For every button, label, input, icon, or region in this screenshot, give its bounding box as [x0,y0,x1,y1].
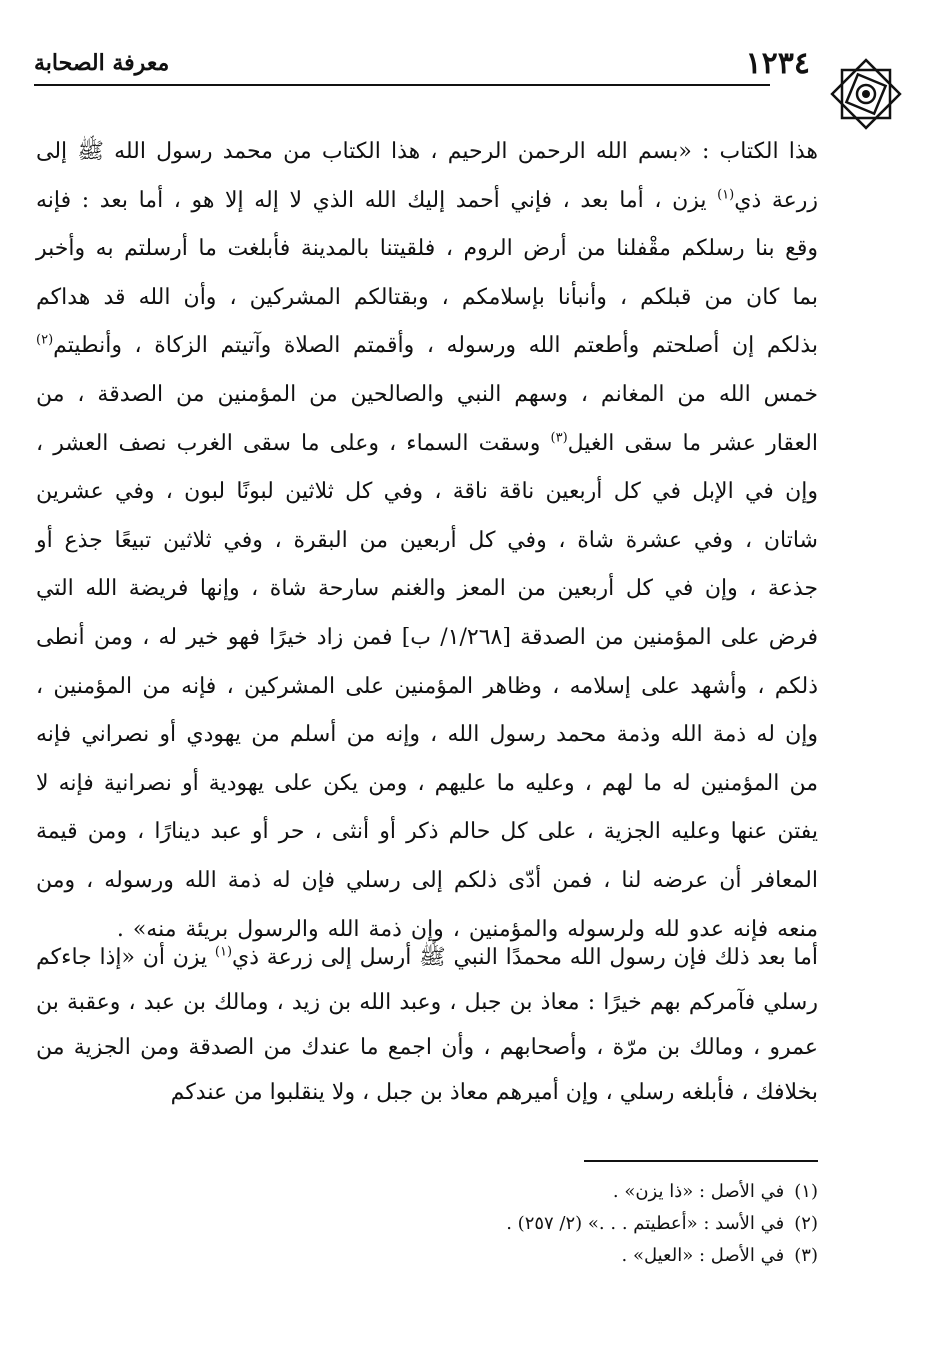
footnote-text: في الأصل : «العيل» . [621,1245,785,1266]
footnote-ref: (٢) [36,333,54,349]
book-title: معرفة الصحابة [34,50,170,76]
text-run: وسقت السماء ، وعلى ما سقى الغرب نصف العشر ، وإن في الإبل في كل أربعين ناقة ناقة ، وفي كل ثلاثين لبونًا لبون ، وفي عشرين شاتان ، وفي عشرة شاة ، وفي كل أربعين من البقرة ، وفي ثلاثين تبيعًا جذع أو جذعة ، وإن في كل أربعين من المعز والغنم سارحة شاة ، وإنها فريضة الله التي فرض على المؤمنين من الصدقة [١/٢٦٨/ ب] فمن زاد خيرًا فهو خير له ، ومن أنطى ذلكم ، وأشهد على إسلامه ، وظاهر المؤمنين على المشركين ، فإنه من المؤمنين ، وإن له ذمة الله وذمة محمد رسول الله ، وإنه من أسلم من يهودي أو نصراني فإنه من المؤمنين له ما لهم ، وعليه ما عليهم ، ومن يكن على يهودية أو نصرانية فإنه لا يفتن عنها وعليه الجزية ، على كل حالم ذكر أو أنثى ، حر أو عبد دينارًا ، ومن قيمة المعافر أن عرضه لنا ، فمن أدّى ذلكم إلى رسلي فإن له ذمة الله ورسوله ، ومن منعه فإنه عدو لله ولرسوله والمؤمنين ، وإن ذمة الله والرسول بريئة منه» . [36,430,818,942]
page-header [34,46,880,86]
footnote [506,1208,818,1240]
text-run: هذا الكتاب : «بسم الله الرحمن الرحيم ، هذا الكتاب من محمد رسول الله ﷺ إلى زرعة ذي [36,139,818,213]
header-rule [34,84,770,86]
paragraph-2 [36,935,818,1115]
footnote [506,1176,818,1208]
main-text [36,128,818,954]
footnote-text: في الأصل : «ذا يزن» . [612,1181,785,1202]
footnotes [506,1176,818,1272]
star-ornament-icon [824,52,908,136]
text-run: أما بعد ذلك فإن رسول الله محمدًا النبي ﷺ أرسل إلى زرعة ذي [232,945,819,970]
footnote-rule [584,1160,818,1162]
text-run: يزن ، أما بعد ، فإني أحمد إليك الله الذي لا إله إلا هو ، أما بعد : فإنه وقع بنا رسلكم مقْفلنا من أرض الروم ، فلقيتنا بالمدينة فأبلغت ما أرسلتم به وأخبر بما كان من قبلكم ، وأنبأنا بإسلامكم ، وبقتالكم المشركين ، وأن الله قد هداكم بذلكم إن أصلحتم وأطعتم الله ورسوله ، وأقمتم الصلاة وآتيتم الزكاة ، وأنطيتم [36,187,818,359]
footnote-mark: (٣) [794,1245,818,1266]
text-run: خمس الله من المغانم ، وسهم النبي والصالحين من المؤمنين من الصدقة ، من العقار عشر ما سقى الغيل [36,381,818,456]
text-run: يزن أن «إذا جاءكم رسلي فآمركم بهم خيرًا : معاذ بن جبل ، وعبد الله بن زيد ، ومالك بن عبد ، وعقبة بن عمرو ، ومالك بن مرّة ، وأصحابهم ، وأن اجمع ما عندك من الصدقة ومن الجزية من بخلافك ، فأبلغه رسلي ، وإن أميرهم معاذ بن جبل ، ولا ينقلبوا من عندكم [36,945,818,1105]
footnote [506,1240,818,1272]
footnote-ref: (١) [214,944,233,960]
footnote-ref: (١) [717,187,735,203]
footnote-mark: (١) [794,1181,818,1202]
main-text-continued [36,935,818,1115]
paragraph-1 [36,128,818,954]
footnote-mark: (٢) [794,1213,818,1234]
footnote-text: في الأسد : «أعطيتم . . .» (٢/ ٢٥٧) . [506,1213,785,1234]
page-number: ١٢٣٤ [745,46,810,81]
footnote-ref: (٣) [550,430,568,446]
